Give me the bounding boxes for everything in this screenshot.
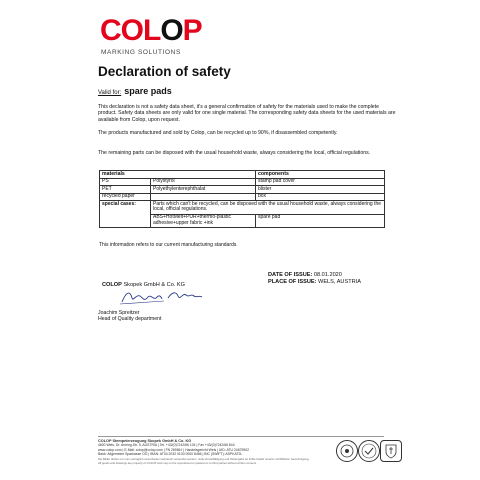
paragraph-intro: This declaration is not a safety data sheet, it's a general confirmation of safety for the materials used to make the complete product. Safety data sheets are only valid for one single material. The corresponding safety data sheets for the used materials are available from Colop, upon request.: [98, 104, 396, 123]
header-materials: materials: [100, 171, 256, 179]
logo-wordmark: COLOP: [100, 14, 202, 47]
paragraph-recycle: The products manufactured and sold by Colop, can be recycled up to 90%, if disassembled competently.: [98, 130, 338, 136]
signer-block: [98, 310, 161, 323]
colop-logo: [100, 16, 210, 56]
valid-for-value: spare pads: [124, 86, 172, 96]
footer-divider: [98, 436, 384, 437]
footer-bank: Bank: Allgemeine Sparkasse OÖ | IBAN: AT04 2032 0100 0000 8466 | BIC (SWIFT): ASPKAT2L: [98, 452, 243, 457]
component-name: blister: [256, 186, 385, 194]
material-name: Polystyrol: [151, 178, 256, 186]
footer-contact: www.colop.com | E-Mail: colop@colop.com | FN 26986 f | Handelsgericht Wels | UID: ATU 24675902: [98, 447, 250, 452]
special-cases-row: [100, 201, 385, 214]
materials-table: [99, 170, 385, 228]
material-code: PET: [100, 186, 151, 194]
special-material: ABS+HotMelt+PUR+thermo-plastic adhesive+upper fabric +ink: [151, 214, 256, 227]
table-row: [100, 193, 385, 201]
special-cases-label: special cases:: [100, 201, 151, 227]
certification-seal-icon: [336, 440, 358, 462]
coat-of-arms-icon: [380, 440, 402, 462]
material-name: Polyethylenterephthalat: [151, 186, 256, 194]
signer-role: Head of Quality department: [98, 316, 162, 323]
component-name: box: [256, 193, 385, 201]
special-cases-text: Parts which can't be recycled, can be disposed with the usual household waste, always considering the local, official regulations.: [151, 201, 385, 214]
signer-name: Joachim Spreitzer: [98, 310, 140, 316]
company-name: COLOP Skopek GmbH & Co. KG: [102, 282, 186, 288]
paragraph-disposal: The remaining parts can be disposed with the usual household waste, always considering the local, official regulations.: [98, 150, 371, 156]
table-header-row: [100, 171, 385, 179]
material-code: PS: [100, 178, 151, 186]
table-row: [100, 178, 385, 186]
quality-seal-icon: [358, 440, 380, 462]
material-name: [151, 193, 256, 201]
valid-for-label: Valid for:: [98, 90, 122, 96]
date-of-issue: DATE OF ISSUE: 08.01.2020: [268, 272, 342, 278]
place-of-issue: PLACE OF ISSUE: WELS, AUSTRIA: [268, 279, 361, 285]
document-title: Declaration of safety: [98, 64, 231, 79]
component-name: stamp pad cover: [256, 178, 385, 186]
issue-block: [268, 272, 361, 286]
table-row: [100, 186, 385, 194]
header-components: components: [256, 171, 385, 179]
material-code: recycled paper: [100, 193, 151, 201]
manufacturing-note: This information refers to our current manufacturing standards.: [99, 242, 238, 248]
footer: [98, 439, 330, 465]
footer-company: COLOP Stempelerzeugung Skopek GmbH & Co. KG: [98, 439, 192, 443]
special-component: spare pad: [256, 214, 385, 227]
valid-for: [98, 86, 172, 96]
logo-tagline: MARKING SOLUTIONS: [101, 49, 181, 56]
signature: [118, 286, 208, 308]
footer-legal-en: All goods and drawings are property of COLOP and may not be reproduced or passed on to third parties without written consent.: [98, 461, 257, 466]
footer-legal-de: Die Bilder dürfen nur zum vertraglich vereinbarten Gebrauch verwendet werden. Jede Vervielfältigung und Weitergabe an Dritte bedarf unserer schriftlichen Genehmigung.: [98, 456, 310, 461]
footer-address: 4600 Wels, Dr. Arming-Str. 5, AUSTRIA | Tel. +43/(0)7242/66 104 | Fax +43/(0)7242/66 844: [98, 443, 235, 448]
